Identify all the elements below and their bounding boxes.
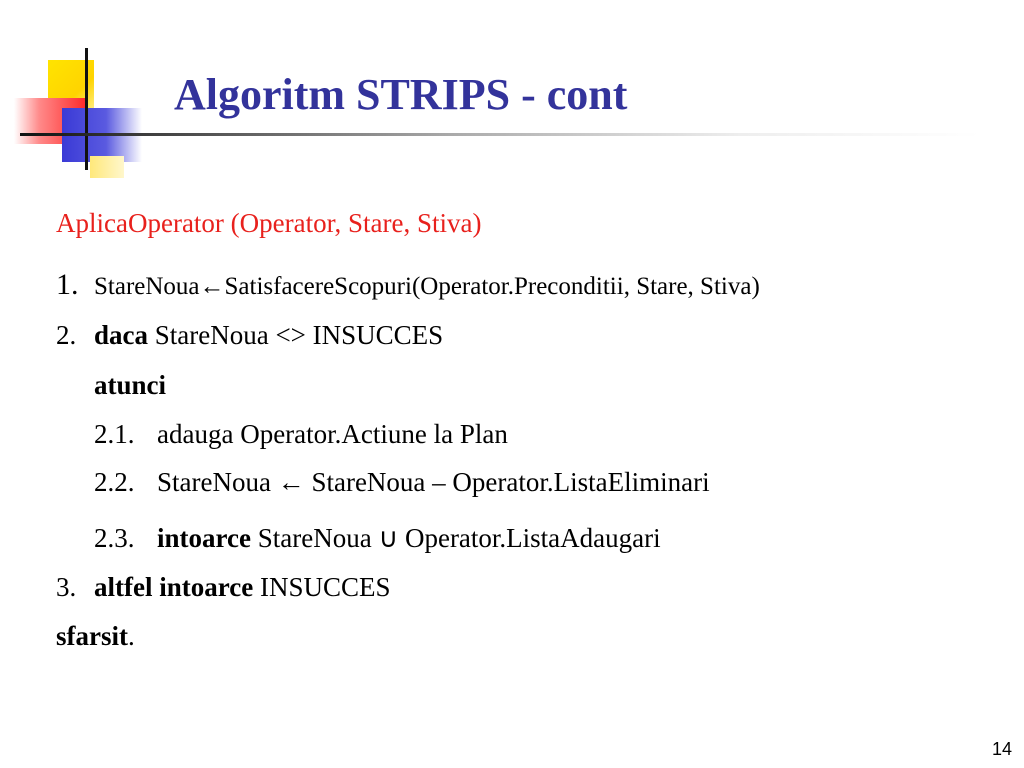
step-3-keyword: altfel intoarce bbox=[94, 572, 254, 602]
step-2-1-text: adauga Operator.Actiune la Plan bbox=[157, 419, 508, 449]
step-2-3-keyword: intoarce bbox=[157, 523, 251, 553]
step-2-2-text: StareNoua ← StareNoua – Operator.ListaEliminari bbox=[157, 467, 710, 497]
step-2-3-text: StareNoua ∪ Operator.ListaAdaugari bbox=[257, 523, 661, 553]
step-3-number: 3. bbox=[56, 572, 77, 602]
step-2-2 bbox=[94, 465, 710, 499]
step-2-number: 2. bbox=[56, 320, 77, 350]
step-3 bbox=[56, 570, 390, 604]
page-number: 14 bbox=[991, 739, 1012, 759]
logo-vertical-line bbox=[85, 48, 88, 170]
step-2-then-keyword: atunci bbox=[94, 370, 167, 400]
step-2 bbox=[56, 318, 443, 352]
slide-logo-decoration bbox=[0, 0, 180, 190]
procedure-header: AplicaOperator (Operator, Stare, Stiva) bbox=[56, 208, 482, 238]
title-underline bbox=[20, 133, 980, 136]
step-2-keyword: daca bbox=[94, 320, 148, 350]
step-2-2-number: 2.2. bbox=[94, 467, 135, 497]
step-1 bbox=[56, 268, 760, 304]
end-keyword: sfarsit bbox=[56, 621, 128, 651]
slide-title: Algoritm STRIPS - cont bbox=[174, 70, 628, 119]
step-2-3 bbox=[94, 521, 661, 555]
step-2-then bbox=[94, 368, 166, 402]
step-2-1-number: 2.1. bbox=[94, 419, 135, 449]
step-2-1 bbox=[94, 417, 508, 451]
step-3-text: INSUCCES bbox=[259, 572, 391, 602]
step-2-condition: StareNoua <> INSUCCES bbox=[154, 320, 444, 350]
end-punctuation: . bbox=[127, 621, 135, 651]
logo-yellow-small-square bbox=[90, 156, 124, 178]
step-2-3-number: 2.3. bbox=[94, 523, 135, 553]
step-1-text: StareNoua←SatisfacereScopuri(Operator.Preconditii, Stare, Stiva) bbox=[94, 273, 760, 300]
step-1-number: 1. bbox=[56, 268, 79, 301]
procedure-end bbox=[56, 619, 135, 653]
